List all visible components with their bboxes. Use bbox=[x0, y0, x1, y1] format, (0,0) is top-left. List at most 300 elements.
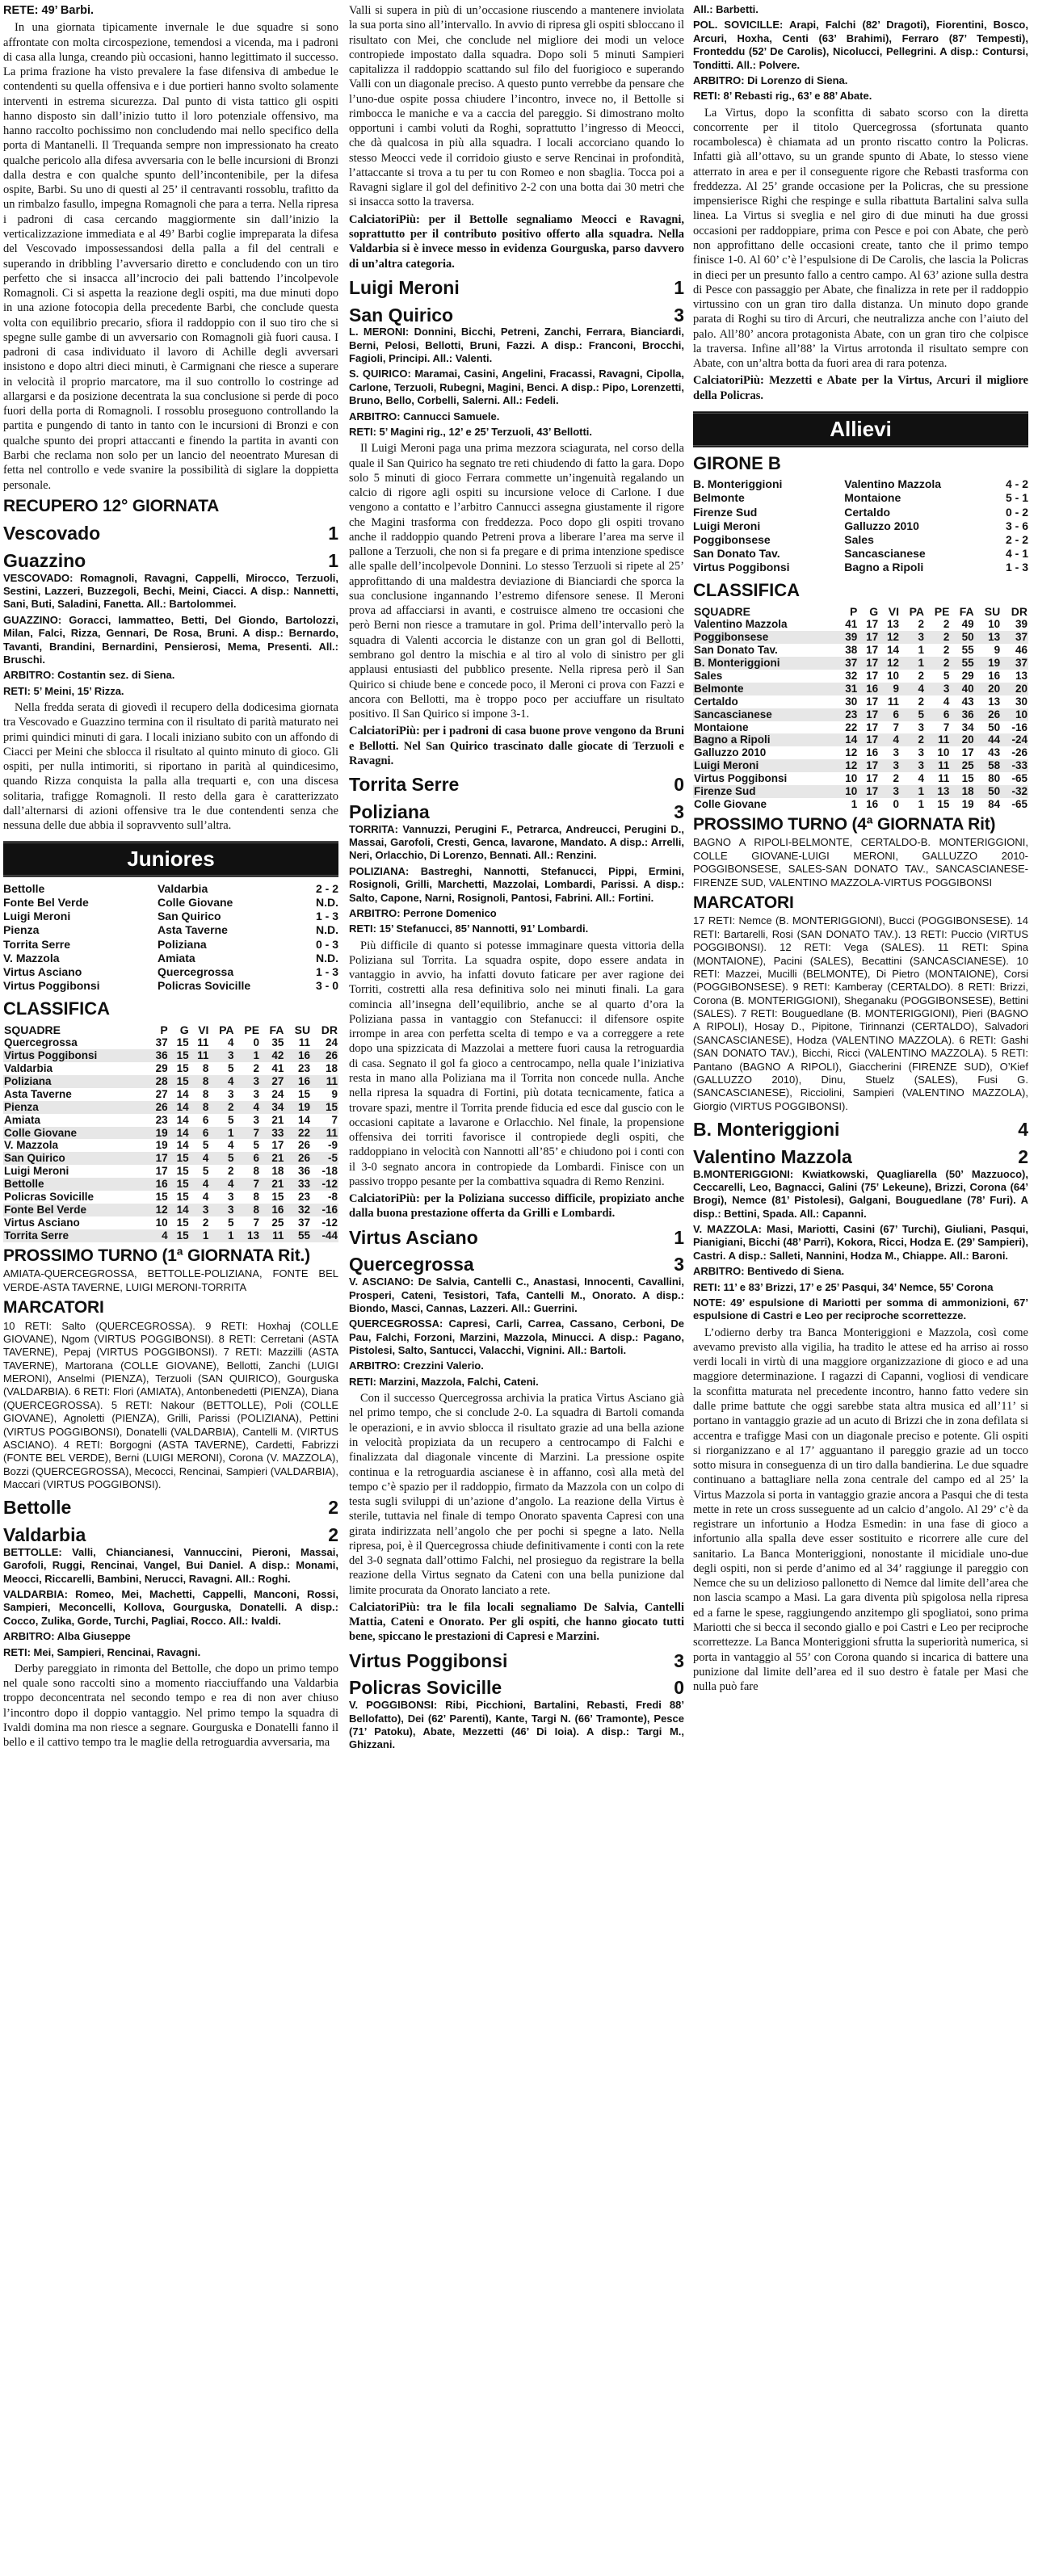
stat-cell: 5 bbox=[228, 1217, 234, 1229]
standings-row bbox=[3, 1217, 338, 1229]
stat-cell: 17 bbox=[866, 772, 879, 785]
stat-cell: 19 bbox=[975, 657, 1002, 670]
article-paragraph: L’odierno derby tra Banca Monteriggioni e Mazzola, così come avevamo previsto alla vigilia, ha tradito le attese ed ha arriso ai rosso verdi locali in virtù di una maggiore organizzazione di gioco e ad una maggiore determinazione. I ragazzi di Capanni, vogliosi di vendicare la sconfitta maturata nel precedente incontro, hanno fatto vedere sin dalle prime battute che oggi sarebbe stata altra musica ed all’11’ si portano in vantaggio grazie ad un acuto di Brizzi che in zona defilata si accentra e trafigge Masi con un diagonale preciso e potente. Gli ospiti si riorganizzano e al 17’ agguantano il pareggio grazie ad un tocco sotto misura in conseguenza di un tiro dalla bandierina. Le due squadre continuano a battagliare nella zona centrale del campo ed al 25’ la Virtus Mazzola si porta in vantaggio grazie ancora a Pasqui che di testa mette in rete un cross susseguente ad un calcio d’angolo. Al 29’ c’è da registrare un infortunio a Hodza Esmedin: in una fase di gioco a infortunio alla spalla deve esser sostituito e ricorrere alle cure del sanitario. La Banca Monteriggioni, nonostante il micidiale uno-due degli ospiti, non si perde d’animo ed al 34’ raggiunge il pareggio con Nemce che su un delizioso pallonetto di Nemce dal limite dell’area che non lascia scampo a Masi. La gara diventa più spigolosa nella ripresa ed a farne le spese, raggiungendo anzitempo gli spogliatoi, sono prima Mariotti che si becca il secondo giallo e poi Castri e Leo per reciproche scorrettezze. La Banca Monteriggioni sfrutta la superiorità numerica, si porta in vantaggio al 55’ con Corona quando si incarica di battere una punizione dal limite dell’area ed il suo destro è fatale per Masi che nulla può fare bbox=[693, 1326, 1028, 1694]
stat-cell: 3 bbox=[190, 1204, 210, 1217]
players-highlight: CalciatoriPiù: Mezzetti e Abate per la Virtus, Arcuri il migliore della Policras. bbox=[693, 374, 1028, 402]
score: 1 bbox=[328, 549, 338, 571]
stat-cell: 2 bbox=[925, 631, 950, 644]
column-header: FA bbox=[269, 1023, 284, 1036]
team-name: Quercegrossa bbox=[349, 1254, 474, 1275]
stat-cell: 21 bbox=[271, 1113, 284, 1126]
stat-cell: 14 bbox=[176, 1087, 189, 1100]
standings-heading: CLASSIFICA bbox=[693, 579, 800, 600]
results-table bbox=[3, 882, 338, 993]
team-name: Virtus Poggibonsi bbox=[349, 1649, 508, 1671]
stat-cell: 14 bbox=[169, 1127, 190, 1140]
stat-cell: 26 bbox=[298, 1139, 311, 1152]
stat-cell: 11 bbox=[260, 1229, 284, 1242]
standings-row bbox=[693, 772, 1028, 785]
home-team: Firenze Sud bbox=[693, 505, 758, 519]
stat-cell: 1 bbox=[918, 644, 925, 657]
article-paragraph: In una giornata tipicamente invernale le due squadre si sono affrontate con molta circospezione, temendosi a vicenda, ma i padroni di casa alla lunga, creando più occasioni, hanno legittimato il successo. La prima frazione ha visto prevalere la fase difensiva di ambedue le contendenti su quella offensiva e i due portieri hanno svolto solamente interventi in estrema sicurezza. Dal punto di vista tattico gli ospiti hanno disposto sin dall’inizio tutto il loro potenziale offensivo, ma hanno raccolto pochissimo non concludendo mai nello specifico della porta di Mantanelli. Il Trequanda sempre non impressionato ha creato qualche pericolo alla difesa avversaria con le belle incursioni di Bronzi dalla destra e con qualche spunto dell’incontenibile, per la difesa ospite, Barbi. Su uno di questi al 25’ il centravanti rossoblu, trafitto da un rimbalzo fasullo, impegna Romagnoli che para a terra. Nella ripresa i padroni di casa cercando maggiormente sin dall’inizio la verticalizzazione immediata e al 49’ Barbi coglie impreparata la difesa del Vescovado impossessandosi della palla a fil del centrali e superando in dribbling l’avversario diretto e concludendo con un tiro perfetto che si insacca all’incrocio dei pali battendo l’incolpevole Romagnoli. Ci si aspetta la reazione degli ospiti, ma due minuti dopo in una azione fotocopia della precedente Barbi, che conclude questa volta con equilibrio precario, sfiora il raddoppio con il suo tiro che si spegne sulle gambe di un avversario con Romagnoli già fuori causa. I padroni di casa individuato il lavoro di Achille degli avversari insistono e dopo altri dieci minuti, è Carmignani che riesce a superare in velocità il proprio marcatore, ma il suo controllo lo costringe ad allargarsi e da posizione decentrata la sua conclusione si perde di poco fuori della porta di Romagnoli. I rossoblu proseguono controllando la partita e pungendo di tanto in tanto con le incursioni di Bronzi e con qualche spunto dei propri attaccanti e finendo la partita in avanti con Barbi che reclama non solo per un lancio del neoentrato Muresan di fetta nel controllo e vede svanire la possibilità di siglare la doppietta personale. bbox=[3, 21, 338, 492]
home-team: San Donato Tav. bbox=[693, 546, 780, 560]
standings-row bbox=[693, 644, 1028, 657]
result-row bbox=[693, 477, 1028, 491]
stat-cell: 2 bbox=[943, 644, 950, 657]
result-row bbox=[693, 561, 1028, 574]
stat-cell: -26 bbox=[1011, 746, 1027, 759]
home-team: Pienza bbox=[3, 923, 40, 937]
team-name: Torrita Serre bbox=[3, 1229, 148, 1242]
team-name: Amiata bbox=[4, 1113, 41, 1126]
standings-row bbox=[693, 631, 1028, 644]
team-name: B. Monteriggioni bbox=[693, 657, 837, 670]
stat-cell: 19 bbox=[155, 1139, 168, 1152]
stat-cell: 10 bbox=[937, 746, 950, 759]
result-score: 3 - 6 bbox=[1005, 519, 1028, 532]
score: 2 bbox=[328, 1524, 338, 1546]
stat-cell: 6 bbox=[202, 1113, 209, 1126]
standings-row bbox=[693, 657, 1028, 670]
team-name: Certaldo bbox=[694, 695, 738, 708]
result-score: 0 - 3 bbox=[315, 937, 338, 951]
stat-cell: 20 bbox=[950, 733, 974, 746]
stat-cell: 27 bbox=[155, 1087, 168, 1100]
match-scorers: RETE: 49’ Barbi. bbox=[3, 4, 95, 17]
team-name: V. Mazzola bbox=[4, 1139, 59, 1152]
lineup-home: V. POGGIBONSI: Ribi, Picchioni, Bartalini, Rebasti, Fredi 88’ Bellofatto), Dei (62’ Parenti), Kante, Targi N. (66’ Tramonte), Pesce (71’ Patoku), Abate, Mezzetti (46’ Di Ioia). A disp.: Targi M., Ghizzani. bbox=[349, 1699, 684, 1751]
stat-cell: 11 bbox=[311, 1075, 338, 1088]
team-name: Belmonte bbox=[693, 683, 837, 695]
stat-cell: 25 bbox=[271, 1217, 284, 1229]
article-paragraph: La Virtus, dopo la sconfitta di sabato scorso con la diretta concorrente per il titolo Quercegrossa (sfortunata quanto rocambolesca) è chiamata ad un pronto riscatto contro la Policras. Infatti già all’ottavo, su un grande spunto di Abate, lo stesso viene atterrato in area e per il conseguente rigore che Rebasti trasforma con freddezza. Al 25’ grande occasione per la Policras, che su pressione impensierisce Righi che respinge e sulla ribattuta Bartalini salva sulla linea. La Virtus si sveglia e nel giro di due minuti ha due grossi occasioni per raddoppiare, prima con Pesce e poi con Abate, che però non approfittano delle occasioni create, tanto che il primo tempo finisce 1-0. Al 60’ c’è l’espulsione di De Carolis, che lascia la Policras in dieci per un presunto fallo a centro campo. Al 63’ azione sulla destra di Pesce con passaggio per Abate, che finalizza in rete per il raddoppio virtussino con un gran tiro dalla distanza. Un minuto dopo grande parata di Roghi su tiro di Arcuri, che neutralizza anche con l’aiuto del palo. All’80’ ancora protagonista Abate, con un gran tiro che colpisce la traversa. Infine all’88’ la Virtus arrotonda il risultato sempre con Abate, con un’altra botta da fuori area di rara potenza. bbox=[693, 106, 1028, 371]
stat-cell: 1 bbox=[900, 785, 925, 798]
standings-row bbox=[3, 1204, 338, 1217]
stat-cell: 41 bbox=[271, 1061, 284, 1074]
lineup-home: VESCOVADO: Romagnoli, Ravagni, Cappelli, Mirocco, Terzuoli, Sestini, Lazzeri, Buzzegoli, Bechi, Meini, Ciacci. A disp.: Nannetti, Sani, Buti, Saladini, Fanetta. All.: Bartolommei. bbox=[3, 571, 338, 611]
stat-cell: 9 bbox=[879, 683, 900, 695]
players-highlight: CalciatoriPiù: tra le fila locali segnaliamo De Salvia, Cantelli Mattia, Cateni e Onorato. Per gli ospiti, che hanno giocato tutti bene, spiccano le prestazioni di Capresi e Marzini. bbox=[349, 1600, 684, 1644]
result-score: N.D. bbox=[316, 923, 338, 937]
stat-cell: 55 bbox=[950, 657, 974, 670]
stat-cell: 16 bbox=[866, 798, 879, 811]
stat-cell: 16 bbox=[284, 1049, 311, 1062]
scorers-list: 10 RETI: Salto (QUERCEGROSSA). 9 RETI: Hoxhaj (COLLE GIOVANE), Ngom (VIRTUS POGGIBONSI). 8 RETI: Cerretani (ASTA TAVERNE), Pepaj (VIRTUS POGGIBONSI). 7 RETI: Mazzilli (ASTA TAVERNE), Martorana (COLLE GIOVANE), Bellotti, Zanchi (LUIGI MERONI), Anselmi (PIENZA), Terzuoli (SAN QUIRICO), Gourguska (VALDARBIA). 6 RETI: Flori (AMIATA), Antonbenedetti (PIENZA), Diana (QUERCEGROSSA). 5 RETI: Nakour (BETTOLLE), Poli (COLLE GIOVANE), Agnoletti (PIENZA), Grilli, Parissi (POLIZIANA), Pettini (VIRTUS POGGIBONSI), Donatelli (VALDARBIA), Cantelli M. (VIRTUS ASCIANO). 4 RETI: Borgogni (ASTA TAVERNE), Cardetti, Fabrizzi (FONTE BEL VERDE), Berni (LUIGI MERONI), Corona (V. MAZZOLA), Bozzi (QUERCEGROSSA), Mecocci, Rencinai, Sampieri (VALDARBIA), Maccari (VIRTUS POGGIBONSI). bbox=[3, 1319, 338, 1490]
stat-cell: 3 bbox=[900, 759, 925, 772]
stat-cell: 55 bbox=[284, 1229, 311, 1242]
result-score: 1 - 3 bbox=[315, 964, 338, 978]
column-header: PE bbox=[934, 604, 950, 618]
home-team: Fonte Bel Verde bbox=[3, 896, 89, 910]
stat-cell: 3 bbox=[925, 683, 950, 695]
stat-cell: 4 bbox=[228, 1139, 234, 1152]
stat-cell: 1 bbox=[209, 1229, 234, 1242]
stat-cell: 4 bbox=[228, 1036, 234, 1049]
stat-cell: 2 bbox=[918, 695, 925, 708]
stat-cell: 17 bbox=[961, 746, 974, 759]
away-team: Bagno a Ripoli bbox=[844, 560, 924, 574]
stat-cell: 4 bbox=[190, 1178, 210, 1191]
away-team: Amiata bbox=[157, 951, 195, 964]
stat-cell: 4 bbox=[943, 695, 950, 708]
referee: ARBITRO: Di Lorenzo di Siena. bbox=[693, 74, 848, 86]
team-name: B. Monteriggioni bbox=[693, 1119, 840, 1141]
stat-cell: -44 bbox=[311, 1229, 338, 1242]
goals: RETI: Marzini, Mazzola, Falchi, Cateni. bbox=[349, 1375, 539, 1388]
team-name: Policras Sovicille bbox=[4, 1191, 95, 1204]
standings-row bbox=[693, 785, 1028, 798]
team-name: Valdarbia bbox=[3, 1524, 86, 1546]
stat-cell: 15 bbox=[176, 1165, 189, 1178]
column-2 bbox=[349, 3, 684, 1754]
team-name: Poggibonsese bbox=[693, 631, 837, 644]
stat-cell: 16 bbox=[148, 1178, 169, 1191]
standings-row bbox=[693, 708, 1028, 721]
standings-row bbox=[3, 1101, 338, 1114]
score: 0 bbox=[674, 774, 684, 796]
stat-cell: 2 bbox=[918, 669, 925, 682]
stat-cell: 5 bbox=[943, 669, 950, 682]
stat-cell: 3 bbox=[879, 785, 900, 798]
stat-cell: 2 bbox=[228, 1165, 234, 1178]
stat-cell: 27 bbox=[260, 1075, 284, 1088]
stat-cell: 13 bbox=[887, 618, 900, 631]
stat-cell: 23 bbox=[837, 708, 858, 721]
stat-cell: 9 bbox=[994, 644, 1001, 657]
stat-cell: 14 bbox=[887, 644, 900, 657]
away-team: Montaione bbox=[844, 491, 901, 505]
stat-cell: 16 bbox=[284, 1075, 311, 1088]
stat-cell: 21 bbox=[260, 1152, 284, 1165]
stat-cell: 7 bbox=[253, 1217, 260, 1229]
stat-cell: 29 bbox=[155, 1061, 168, 1074]
stat-cell: 17 bbox=[858, 631, 879, 644]
stat-cell: -18 bbox=[321, 1165, 338, 1178]
stat-cell: 1 bbox=[190, 1229, 210, 1242]
stat-cell: 22 bbox=[845, 721, 858, 733]
stat-cell: 17 bbox=[858, 759, 879, 772]
home-team: Bettolle bbox=[3, 882, 45, 896]
stat-cell: -12 bbox=[311, 1178, 338, 1191]
result-score: N.D. bbox=[316, 896, 338, 910]
column-header: VI bbox=[198, 1023, 209, 1036]
away-team: Galluzzo 2010 bbox=[844, 519, 919, 532]
stat-cell: 41 bbox=[845, 618, 858, 631]
match-score-home bbox=[349, 278, 684, 299]
score: 1 bbox=[674, 276, 684, 298]
match-notes: NOTE: 49’ espulsione di Mariotti per somma di ammonizioni, 67’ espulsione di Castri e Leo per reciproche scorrettezze. bbox=[693, 1296, 1028, 1322]
stat-cell: 14 bbox=[837, 733, 858, 746]
score: 3 bbox=[674, 1649, 684, 1671]
stat-cell: 8 bbox=[202, 1061, 209, 1074]
stat-cell: 10 bbox=[887, 669, 900, 682]
stat-cell: 5 bbox=[253, 1139, 260, 1152]
stat-cell: 46 bbox=[1015, 644, 1027, 657]
home-team: Luigi Meroni bbox=[3, 910, 71, 923]
stat-cell: 35 bbox=[271, 1036, 284, 1049]
stat-cell: 16 bbox=[858, 683, 879, 695]
stat-cell: 10 bbox=[988, 618, 1001, 631]
result-row bbox=[3, 923, 338, 937]
article-paragraph: Derby pareggiato in rimonta del Bettolle, che dopo un primo tempo nel quale sono raccolti sino a momento riacciuffando una Valdarbia troppo deconcentrata nel secondo tempo e rea di non aver chiuso l’incontro dopo il doppio vantaggio. Nel primo tempo la squadra di Ivaldi domina ma non riesce a segnare. Gourguska e Donatelli fanno il bello e il cattivo tempo tra le maglie della retroguardia avversaria, ma bbox=[3, 1662, 338, 1750]
stat-cell: 20 bbox=[975, 683, 1002, 695]
lineup-away: QUERCEGROSSA: Capresi, Carli, Carrea, Cassano, Cerboni, De Pau, Falchi, Forzoni, Marzini, Mazzola, Minucci. A disp.: Pagano, Pistolesi, Salto, Santucci, Valacchi, Vignini. All.: Bartoli. bbox=[349, 1317, 684, 1357]
stat-cell: 15 bbox=[169, 1049, 190, 1062]
standings-table bbox=[3, 1023, 338, 1242]
team-name: Virtus Asciano bbox=[349, 1226, 478, 1248]
stat-cell: 50 bbox=[975, 785, 1002, 798]
standings-row bbox=[3, 1114, 338, 1127]
stat-cell: 15 bbox=[176, 1036, 189, 1049]
stat-cell: 15 bbox=[298, 1087, 311, 1100]
result-score: 1 - 3 bbox=[315, 910, 338, 923]
section-heading: RECUPERO 12° GIORNATA bbox=[3, 496, 220, 515]
stat-cell: 15 bbox=[169, 1152, 190, 1165]
stat-cell: 5 bbox=[900, 708, 925, 721]
coach-line: All.: Barbetti. bbox=[693, 3, 759, 15]
stat-cell: 25 bbox=[950, 759, 974, 772]
stat-cell: 7 bbox=[893, 721, 900, 733]
lineup-away: V. MAZZOLA: Masi, Mariotti, Casini (67’ Turchi), Giuliani, Pasqui, Pianigiani, Bicchi (48’ Parri), Kokora, Ricci, Hodza E. (29’ Sampieri), Castri. A disp.: Salleti, Nannini, Hodza M., Chiappe. All.: Baroni. bbox=[693, 1223, 1028, 1262]
stat-cell: 10 bbox=[1001, 708, 1028, 721]
stat-cell: 11 bbox=[298, 1036, 311, 1049]
stat-cell: 14 bbox=[176, 1113, 189, 1126]
stat-cell: 15 bbox=[937, 798, 950, 811]
stat-cell: 11 bbox=[887, 695, 900, 708]
standings-row bbox=[693, 670, 1028, 683]
stat-cell: 3 bbox=[918, 746, 925, 759]
team-name: Torrita Serre bbox=[349, 774, 460, 796]
away-team: Asta Taverne bbox=[157, 923, 228, 937]
stat-cell: 19 bbox=[284, 1101, 311, 1114]
stat-cell: 3 bbox=[918, 721, 925, 733]
referee: ARBITRO: Perrone Domenico bbox=[349, 906, 497, 919]
scorers-heading: MARCATORI bbox=[3, 1298, 104, 1317]
stat-cell: 3 bbox=[228, 1191, 234, 1204]
column-3 bbox=[693, 3, 1028, 1696]
stat-cell: 13 bbox=[1015, 669, 1027, 682]
column-header: SU bbox=[294, 1023, 311, 1036]
match-score-home bbox=[3, 523, 338, 544]
stat-cell: 11 bbox=[311, 1127, 338, 1140]
standings-row bbox=[3, 1191, 338, 1204]
stat-cell: 14 bbox=[176, 1139, 189, 1152]
result-score: 2 - 2 bbox=[315, 882, 338, 896]
stat-cell: 34 bbox=[961, 721, 974, 733]
stat-cell: 39 bbox=[1015, 618, 1027, 631]
stat-cell: 18 bbox=[271, 1165, 284, 1178]
lineup-away: VALDARBIA: Romeo, Mei, Machetti, Cappelli, Manconi, Rossi, Sampieri, Meconcelli, Kollova, Gourguska, Donatelli. A disp.: Cocco, Zulika, Gorde, Turchi, Pagliai, Rocco. All.: Ivaldi. bbox=[3, 1588, 338, 1627]
lineup-home: TORRITA: Vannuzzi, Perugini F., Petrarca, Andreucci, Perugini D., Massai, Garofoli, Cresti, Genca, lavarone, Mandato. A disp.: Arrelli, Neri, Orlacchio, Di Lorenzo, Bennati. All.: Renzini. bbox=[349, 822, 684, 862]
stat-cell: 4 bbox=[235, 1101, 261, 1114]
stat-cell: 31 bbox=[837, 683, 858, 695]
goals: RETI: 5’ Magini rig., 12’ e 25’ Terzuoli, 43’ Bellotti. bbox=[349, 425, 593, 438]
team-name: Colle Giovane bbox=[3, 1127, 148, 1140]
score: 1 bbox=[328, 523, 338, 544]
stat-cell: 5 bbox=[209, 1152, 234, 1165]
stat-cell: 15 bbox=[155, 1191, 168, 1204]
stat-cell: 44 bbox=[975, 733, 1002, 746]
stat-cell: 4 bbox=[209, 1075, 234, 1088]
stat-cell: 2 bbox=[918, 618, 925, 631]
stat-cell: 21 bbox=[260, 1178, 284, 1191]
stat-cell: 8 bbox=[235, 1204, 261, 1217]
stat-cell: 7 bbox=[331, 1113, 338, 1126]
stat-cell: 32 bbox=[845, 669, 858, 682]
stat-cell: 24 bbox=[325, 1036, 338, 1049]
stat-cell: 4 bbox=[202, 1191, 209, 1204]
standings-row bbox=[693, 695, 1028, 708]
lineup-away: S. QUIRICO: Maramai, Casini, Angelini, Fracassi, Ravagni, Cipolla, Carlone, Terzuoli, Rubegni, Magini, Benci. A disp.: Pipo, Lorenzetti, Bruno, Bello, Corbelli, Salerni. All.: Fedeli. bbox=[349, 368, 684, 407]
stat-cell: 17 bbox=[866, 644, 879, 657]
stat-cell: 11 bbox=[938, 772, 950, 785]
stat-cell: 7 bbox=[943, 721, 950, 733]
article-paragraph: Con il successo Quercegrossa archivia la pratica Virtus Asciano già nel primo tempo, che si conclude 2-0. La squadra di Bartoli comanda le operazioni, e in avvio sblocca il risultato grazie ad una bella azione in velocità propiziata da un recupero a centrocampo di Falchi e finalizzata dal diagonale vincente di Marzini. La pressione ospite continua e la retroguardia ascianese è in affanno, così alla metà del tempo c’è spazio per il raddoppio, firmato da Mazzola con un colpo di testa sugli sviluppi di un’azione d’angolo. La reazione della Virtus è sterile, tuttavia nel finale di tempo Onorato spaventa Capresi con una girata indirizzata nell’angolo che per pochi si spegne a lato. Nella ripresa, poi, è il Quercegrossa chiude definitivamente i conti con la rete del 3-0 segnata dall’ottimo Falchi, nel prosieguo da registrare la bella reazione della Virtus segnato da Cateni con una bella punizione dal limite procurata da Onorato lanciato a rete. bbox=[349, 1392, 684, 1597]
stat-cell: 33 bbox=[260, 1127, 284, 1140]
stat-cell: 84 bbox=[988, 798, 1001, 811]
stat-cell: 15 bbox=[169, 1178, 190, 1191]
goals: RETI: 15’ Stefanucci, 85’ Nannotti, 91’ Lombardi. bbox=[349, 922, 589, 935]
team-name: Valentino Mazzola bbox=[693, 1145, 852, 1167]
away-team: Sancascianese bbox=[844, 546, 926, 560]
away-team: Policras Sovicille bbox=[157, 978, 251, 992]
standings-row bbox=[3, 1152, 338, 1165]
stat-cell: 12 bbox=[148, 1204, 169, 1217]
team-name: Colle Giovane bbox=[694, 798, 767, 811]
stat-cell: 0 bbox=[253, 1036, 260, 1049]
column-header: VI bbox=[888, 604, 900, 618]
stat-cell: 19 bbox=[961, 798, 974, 811]
stat-cell: 26 bbox=[284, 1152, 311, 1165]
team-name: Virtus Poggibonsi bbox=[3, 1049, 148, 1062]
stat-cell: 30 bbox=[845, 695, 858, 708]
result-row bbox=[3, 910, 338, 923]
result-score: 2 - 2 bbox=[1005, 532, 1028, 546]
standings-heading: CLASSIFICA bbox=[3, 998, 110, 1019]
stat-cell: 37 bbox=[1001, 631, 1028, 644]
result-score: 3 - 0 bbox=[315, 978, 338, 992]
stat-cell: 33 bbox=[284, 1178, 311, 1191]
home-team: B. Monteriggioni bbox=[693, 477, 783, 491]
stat-cell: 3 bbox=[228, 1087, 234, 1100]
stat-cell: 36 bbox=[950, 708, 974, 721]
stat-cell: 17 bbox=[866, 721, 879, 733]
article-paragraph: Valli si supera in più di un’occasione riuscendo a mantenere inviolata la sua porta sino all’intervallo. In avvio di ripresa gli ospiti sbloccano il risultato con Mei, che conclude nel migliore dei modi un veloce contropiede impostato dalla squadra. Dopo soli 5 minuti Sampieri capitalizza il raddoppio scattando sul filo del fuorigioco e superando Valli con un diagonale preciso. A questo punto verrebbe da pensare che l’uno-due ospite possa chiudere l’incontro, invece no, il Bettolle si rimbocca le maniche e va a caccia del pareggio. Si dimostrano molto opportuni i cambi voluti da Roghi, soprattutto l’ingresso di Meocci, che dà qualcosa in più alla squadra. I locali accorciano quando lo stesso Meocci vede il corridoio giusto e serve Rencinai in profondità, l’attaccante si trova a tu per tu con Romeo e non sbaglia. Tocca poi a Ravagni siglare il gol del definitivo 2-2 con una botta dai 30 metri che si insacca sotto la traversa. bbox=[349, 4, 684, 209]
stat-cell: 50 bbox=[950, 631, 974, 644]
stat-cell: 2 bbox=[925, 657, 950, 670]
match-score-home bbox=[693, 1120, 1028, 1141]
score: 3 bbox=[674, 801, 684, 822]
stat-cell: 13 bbox=[975, 631, 1002, 644]
stat-cell: 20 bbox=[1001, 683, 1028, 695]
stat-cell: 8 bbox=[202, 1087, 209, 1100]
column-header: FA bbox=[959, 604, 974, 618]
players-highlight: CalciatoriPiù: per i padroni di casa buone prove vengono da Bruni e Bellotti. Nel San Quirico trascinato dalle giocate di Terzuoli e Ravagni. bbox=[349, 725, 684, 767]
result-row bbox=[693, 491, 1028, 505]
stat-cell: 17 bbox=[866, 669, 879, 682]
standings-row bbox=[3, 1075, 338, 1088]
score: 1 bbox=[674, 1226, 684, 1248]
players-highlight: CalciatoriPiù: per il Bettolle segnaliamo Meocci e Ravagni, soprattutto per il contributo positivo offerto alla squadra. Nella Valdarbia si è invece messo in evidenza Gourguska, parso davvero di un’altra categoria. bbox=[349, 212, 684, 271]
home-team: V. Mazzola bbox=[3, 951, 60, 964]
stat-cell: 17 bbox=[155, 1165, 168, 1178]
stat-cell: 3 bbox=[253, 1087, 260, 1100]
stat-cell: 26 bbox=[311, 1049, 338, 1062]
column-header: P bbox=[849, 604, 858, 618]
stat-cell: -32 bbox=[1001, 785, 1028, 798]
home-team: Torrita Serre bbox=[3, 937, 70, 951]
players-highlight: CalciatoriPiù: per la Poliziana successo difficile, propiziato anche dalla buona prestazione offerta da Grilli e Lombardi. bbox=[349, 1192, 684, 1221]
goals: RETI: 5’ Meini, 15’ Rizza. bbox=[3, 684, 124, 697]
team-name: San Quirico bbox=[349, 304, 454, 326]
stat-cell: 12 bbox=[879, 657, 900, 670]
stat-cell: -9 bbox=[327, 1139, 338, 1152]
stat-cell: 12 bbox=[837, 759, 858, 772]
stat-cell: 10 bbox=[837, 785, 858, 798]
goals: RETI: 8’ Rebasti rig., 63’ e 88’ Abate. bbox=[693, 90, 872, 103]
stat-cell: 15 bbox=[169, 1229, 190, 1242]
stat-cell: 12 bbox=[845, 746, 858, 759]
stat-cell: 39 bbox=[837, 631, 858, 644]
scorers-list: 17 RETI: Nemce (B. MONTERIGGIONI), Bucci (POGGIBONSESE). 14 RETI: Bartarelli, Rosi (SAN DONATO TAV.). 13 RETI: Puccio (VIRTUS POGGIBONSI). 12 RETI: Vega (SALES). 11 RETI: Spina (MONTAIONE), Pacini (SALES), Becattini (SANCASCIANESE). 10 RETI: Mazzei, Mucilli (BELMONTE), Di Pietro (MONTAIONE), Corsi (POGGIBONSESE). 9 RETI: Kamberay (CERTALDO). 8 RETI: Brizzi, Corona (B. MONTERIGGIONI), Sheganaku (POGGIBONSESE), Bettini (SALES). 7 RETI: Bouguedlane (B. MONTERIGGIONI), Pieri (BAGNO A RIPOLI), Hosay D., Pipitone, Tirinnanzi (CERTALDO), Salvadori (SANCASCIANESE), Hodza (VALENTINO MAZZOLA). 6 RETI: Gashi (SAN DONATO TAV.), Bicchi, Ricci (VALENTINO MAZZOLA). 5 RETI: Pantano (BAGNO A RIPOLI), Giaccherini (FIRENZE SUD), O’Kief (GALLUZZO 2010), Dinu, Stuelz (SALES), Fusi G. (SANCASCIANESE), Ricciolini, Sampieri (VALENTINO MAZZOLA), Giorgio (VIRTUS POGGIBONSI). bbox=[693, 914, 1028, 1112]
result-score: 4 - 1 bbox=[1005, 546, 1028, 560]
stat-cell: 15 bbox=[271, 1191, 284, 1204]
stat-cell: 4 bbox=[900, 683, 925, 695]
stat-cell: 17 bbox=[866, 618, 879, 631]
stat-cell: 34 bbox=[260, 1101, 284, 1114]
standings-row bbox=[3, 1139, 338, 1152]
stat-cell: 9 bbox=[331, 1087, 338, 1100]
lineup-home: V. ASCIANO: De Salvia, Cantelli C., Anastasi, Innocenti, Cavallini, Prosperi, Cateni, Tesistori, Tafa, Cantelli M., Onorato. A disp.: Biondo, Masci, Cannas, Lazzeri. All.: Guerrini. bbox=[349, 1275, 684, 1314]
standings-row bbox=[3, 1178, 338, 1191]
stat-cell: -24 bbox=[1001, 733, 1028, 746]
referee: ARBITRO: Cannucci Samuele. bbox=[349, 410, 500, 422]
stat-cell: 12 bbox=[879, 631, 900, 644]
stat-cell: 37 bbox=[837, 657, 858, 670]
team-name: Vescovado bbox=[3, 523, 101, 544]
results-table bbox=[693, 477, 1028, 574]
standings-row bbox=[3, 1049, 338, 1062]
team-name: Guazzino bbox=[3, 549, 86, 571]
stat-cell: -5 bbox=[311, 1152, 338, 1165]
stat-cell: -8 bbox=[327, 1191, 338, 1204]
column-header: PA bbox=[909, 604, 925, 618]
team-name: Galluzzo 2010 bbox=[694, 746, 767, 759]
stat-cell: 80 bbox=[988, 772, 1001, 785]
stat-cell: 38 bbox=[845, 644, 858, 657]
stat-cell: 7 bbox=[235, 1127, 261, 1140]
stat-cell: 28 bbox=[148, 1075, 169, 1088]
stat-cell: 18 bbox=[325, 1061, 338, 1074]
section-banner-allievi: Allievi bbox=[693, 411, 1028, 448]
stat-cell: 11 bbox=[925, 733, 950, 746]
referee: ARBITRO: Alba Giuseppe bbox=[3, 1630, 131, 1643]
goals: RETI: 11’ e 83’ Brizzi, 17’ e 25’ Pasqui, 34’ Nemce, 55’ Corona bbox=[693, 1280, 994, 1293]
stat-cell: 13 bbox=[235, 1229, 261, 1242]
stat-cell: 3 bbox=[235, 1075, 261, 1088]
stat-cell: 55 bbox=[961, 644, 974, 657]
stat-cell: 17 bbox=[858, 733, 879, 746]
standings-row bbox=[693, 733, 1028, 746]
column-header: DR bbox=[321, 1023, 338, 1036]
stat-cell: 30 bbox=[1015, 695, 1027, 708]
stat-cell: 3 bbox=[900, 631, 925, 644]
stat-cell: 8 bbox=[190, 1101, 210, 1114]
score: 2 bbox=[1018, 1145, 1028, 1167]
away-team: Sales bbox=[844, 532, 874, 546]
column-header: PE bbox=[244, 1023, 260, 1036]
home-team: Virtus Asciano bbox=[3, 964, 82, 978]
